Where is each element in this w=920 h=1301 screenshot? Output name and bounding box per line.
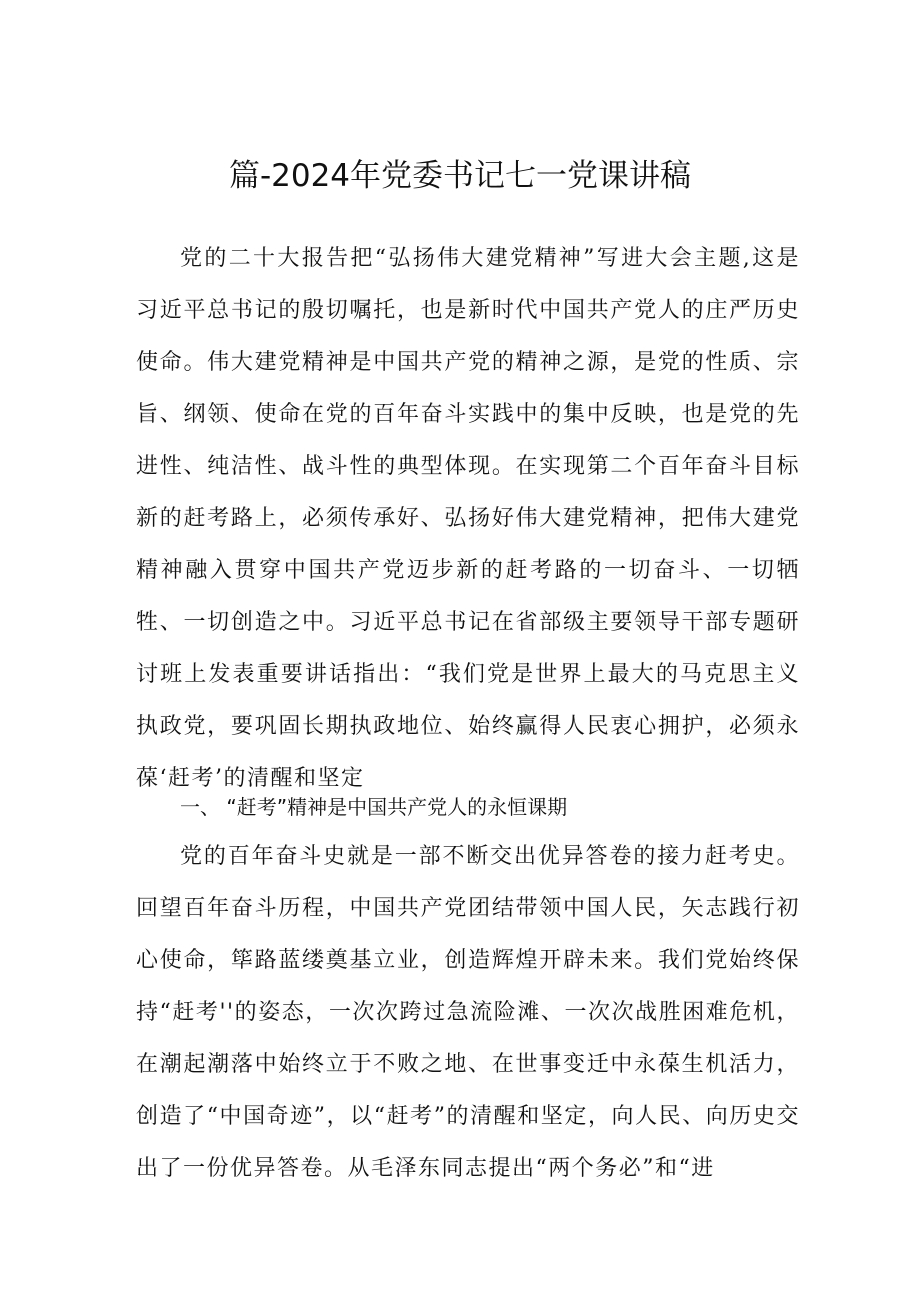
section-heading-1: 一、 “赶考”精神是中国共产党人的永恒课期 <box>180 795 568 819</box>
body-section-intro <box>136 233 800 805</box>
document-title: 篇-2024年党委书记七一党课讲稿 <box>228 158 692 194</box>
paragraph-intro: 党的二十大报告把“弘扬伟大建党精神”写进大会主题,这是习近平总书记的殷切嘱托，也是新时代中国共产党人的庄严历史使命。伟大建党精神是中国共产党的精神之源，是党的性质、宗旨、纲领、使命在党的百年奋斗实践中的集中反映，也是党的先进性、纯洁性、战斗性的典型体现。在实现第二个百年奋斗目标新的赶考路上，必须传承好、弘扬好伟大建党精神，把伟大建党精神融入贯穿中国共产党迈步新的赶考路的一切奋斗、一切牺牲、一切创造之中。习近平总书记在省部级主要领导干部专题研讨班上发表重要讲话指出：“我们党是世界上最大的马克思主义执政党，要巩固长期执政地位、始终赢得人民衷心拥护，必须永葆‘赶考’的清醒和坚定 <box>136 246 800 791</box>
paragraph-section-1: 党的百年奋斗史就是一部不断交出优异答卷的接力赶考史。回望百年奋斗历程，中国共产党团结带领中国人民，矢志践行初心使命，筚路蓝缕奠基立业，创造辉煌开辟未来。我们党始终保持“赶考''的姿态，一次次跨过急流险滩、一次次战胜困难危机，在潮起潮落中始终立于不败之地、在世事变迁中永葆生机活力，创造了“中国奇迹”，以“赶考”的清醒和坚定，向人民、向历史交出了一份优异答卷。从毛泽东同志提出“两个务必”和“进 <box>136 844 800 1181</box>
body-section-1 <box>136 831 800 1195</box>
